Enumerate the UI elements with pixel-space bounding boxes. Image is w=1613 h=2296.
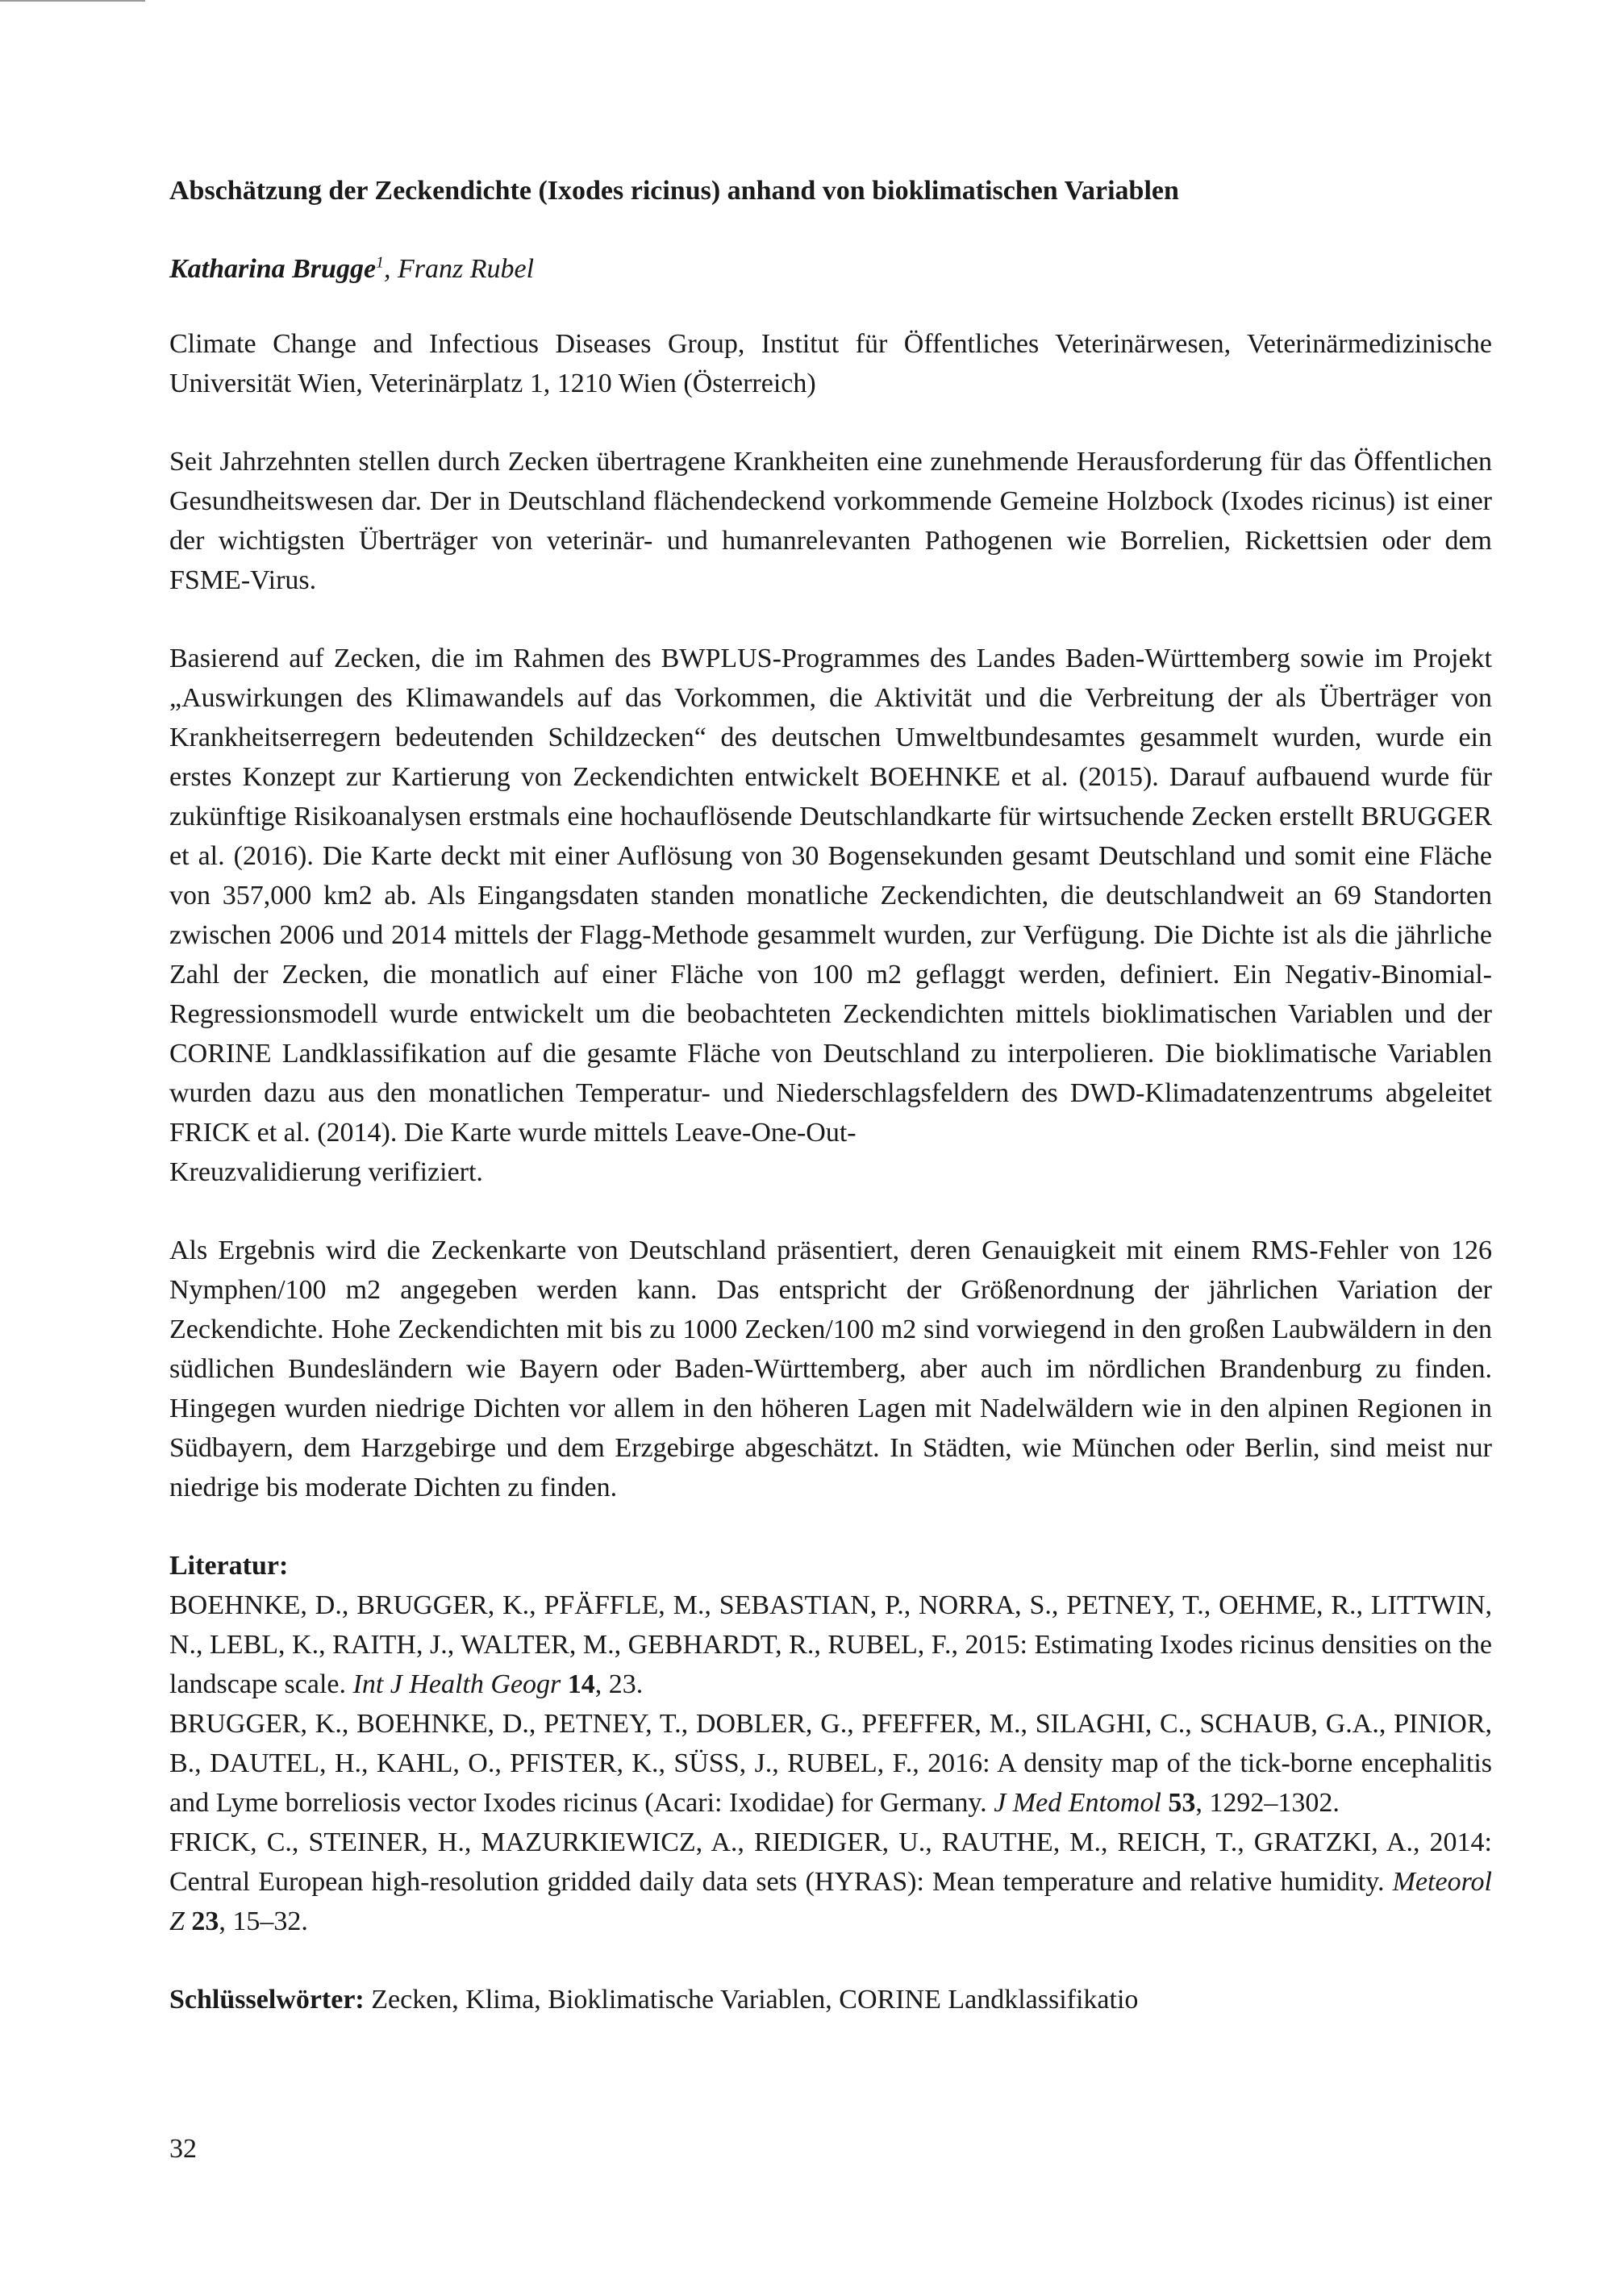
paragraph-methods: Basierend auf Zecken, die im Rahmen des BWPLUS-Programmes des Landes Baden-Württemberg sowie im Projekt „Auswirkungen des Klimawandels auf das Vorkommen, die Aktivität und die Verbreitung der als Überträger von Krankheitserregern bedeutenden Schildzecken“ des deutschen Umweltbundesamtes gesammelt wurden, wurde ein erstes Konzept zur Kartierung von Zeckendichten entwickelt BOEHNKE et al. (2015). Darauf aufbauend wurde für zukünftige Risikoanalysen erstmals eine hochauflösende Deutschlandkarte für wirtsuchende Zecken erstellt BRUGGER et al. (2016). Die Karte deckt mit einer Auflösung von 30 Bogensekunden gesamt Deutschland und somit eine Fläche von 357,000 km2 ab. Als Eingangsdaten standen monatliche Zeckendichten, die deutschlandweit an 69 Standorten zwischen 2006 und 2014 mittels der Flagg-Methode gesammelt wurden, zur Verfügung. Die Dichte ist als die jährliche Zahl der Zecken, die monatlich auf einer Fläche von 100 m2 geflaggt werden, definiert. Ein Negativ-Binomial-Regressionsmodell wurde entwickelt um die beobachteten Zeckendichten mittels bioklimatischen Variablen und der CORINE Landklassifikation auf die gesamte Fläche von Deutschland zu interpolieren. Die bioklimatische Variablen wurden dazu aus den monatlichen Temperatur- und Niederschlagsfeldern des DWD-Klimadatenzentrums abgeleitet FRICK et al. (2014). Die Karte wurde mittels Leave-One-Out- — [169, 644, 1492, 1148]
top-rule — [0, 0, 145, 2]
keywords-label: Schlüsselwörter: — [169, 1985, 365, 2015]
affiliation: Climate Change and Infectious Diseases Group, Institut für Öffentliches Veterinärwesen, Veterinärmedizinische Universität Wien, Veterinärplatz 1, 1210 Wien (Österreich) — [169, 329, 1492, 398]
literature-heading: Literatur: — [169, 1551, 289, 1581]
author-separator: , — [384, 254, 398, 284]
author-second: Franz Rubel — [398, 254, 535, 284]
reference-pages: , 23. — [594, 1669, 644, 1699]
reference-item — [169, 1586, 1492, 1704]
reference-journal: J Med Entomol — [994, 1788, 1161, 1818]
article-title: Abschätzung der Zeckendichte (Ixodes ricinus) anhand von bioklimatischen Variablen — [169, 176, 1179, 206]
paragraph-results: Als Ergebnis wird die Zeckenkarte von Deutschland präsentiert, deren Genauigkeit mit einem RMS-Fehler von 126 Nymphen/100 m2 angegeben werden kann. Das entspricht der Größenordnung der jährlichen Variation der Zeckendichte. Hohe Zeckendichten mit bis zu 1000 Zecken/100 m2 sind vorwiegend in den großen Laubwäldern in den südlichen Bundesländern wie Bayern oder Baden-Württemberg, aber auch im nördlichen Brandenburg zu finden. Hingegen wurden niedrige Dichten vor allem in den höheren Lagen mit Nadelwäldern wie in den alpinen Regionen in Südbayern, dem Harzgebirge und dem Erzgebirge abgeschätzt. In Städten, wie München oder Berlin, sind meist nur niedrige bis moderate Dichten zu finden. — [169, 1236, 1492, 1502]
author-line — [169, 249, 1492, 289]
page-number: 32 — [169, 2134, 197, 2164]
reference-text: BRUGGER, K., BOEHNKE, D., PETNEY, T., DOBLER, G., PFEFFER, M., SILAGHI, C., SCHAUB, G.A., PINIOR, B., DAUTEL, H., KAHL, O., PFISTER, K., SÜSS, J., RUBEL, F., 2016: A density map of the tick-borne encephalitis and Lyme borreliosis vector Ixodes ricinus (Acari: Ixodidae) for Germany. — [169, 1709, 1492, 1818]
author-first: Katharina Brugge — [169, 254, 377, 284]
reference-journal: Meteorol Z — [169, 1867, 1492, 1936]
page-content — [169, 171, 1492, 2019]
reference-text: FRICK, C., STEINER, H., MAZURKIEWICZ, A., RIEDIGER, U., RAUTHE, M., REICH, T., GRATZKI, A., 2014: Central European high-resolution gridded daily data sets (HYRAS): Mean temperature and relative humidity. — [169, 1827, 1492, 1897]
keywords-line — [169, 1980, 1492, 2019]
reference-pages: , 15–32. — [219, 1906, 308, 1936]
reference-journal: Int J Health Geogr — [352, 1669, 561, 1699]
reference-volume: 14 — [561, 1669, 595, 1699]
paragraph-intro: Seit Jahrzehnten stellen durch Zecken übertragene Krankheiten eine zunehmende Herausforderung für das Öffentlichen Gesundheitswesen dar. Der in Deutschland flächendeckend vorkommende Gemeine Holzbock (Ixodes ricinus) ist einer der wichtigsten Überträger von veterinär- und humanrelevanten Pathogenen wie Borrelien, Rickettsien oder dem FSME-Virus. — [169, 447, 1492, 595]
paragraph-methods-tail: Kreuzvalidierung verifiziert. — [169, 1157, 483, 1187]
literature-section — [169, 1546, 1492, 1941]
reference-item — [169, 1823, 1492, 1941]
author-first-affiliation-mark: 1 — [376, 253, 385, 272]
reference-item — [169, 1704, 1492, 1823]
reference-text: BOEHNKE, D., BRUGGER, K., PFÄFFLE, M., SEBASTIAN, P., NORRA, S., PETNEY, T., OEHME, R., LITTWIN, N., LEBL, K., RAITH, J., WALTER, M., GEBHARDT, R., RUBEL, F., 2015: Estimating Ixodes ricinus densities on the landscape scale. — [169, 1590, 1492, 1699]
keywords-text: Zecken, Klima, Bioklimatische Variablen, CORINE Landklassifikatio — [364, 1985, 1139, 2015]
reference-volume: 23 — [184, 1906, 219, 1936]
reference-volume: 53 — [1161, 1788, 1196, 1818]
reference-pages: , 1292–1302. — [1195, 1788, 1340, 1818]
